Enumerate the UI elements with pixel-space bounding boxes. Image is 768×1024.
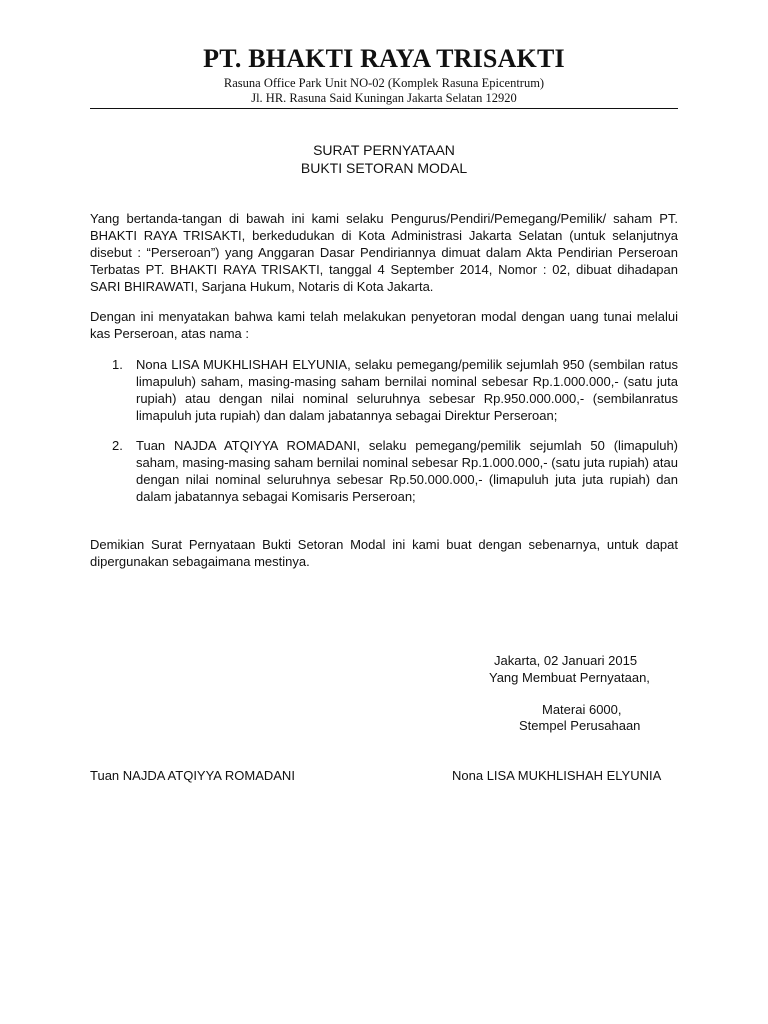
- company-stamp-label: Stempel Perusahaan: [519, 718, 641, 733]
- document-title: SURAT PERNYATAAN: [313, 142, 455, 158]
- list-item: Tuan NAJDA ATQIYYA ROMADANI, selaku pemegang/pemilik sejumlah 50 (limapuluh) saham, masing-masing saham bernilai nominal sebesar Rp.1.000.000,- (satu juta rupiah) atau dengan nilai nominal seluruhnya sebesar Rp.50.000.000,- (limapuluh juta juta rupiah) dan dalam jabatannya sebagai Komisaris Perseroan;: [136, 438, 678, 504]
- company-address-line2: Jl. HR. Rasuna Said Kuningan Jakarta Selatan 12920: [251, 91, 517, 105]
- company-address-line1: Rasuna Office Park Unit NO-02 (Komplek Rasuna Epicentrum): [223, 76, 545, 90]
- signer-left-name: Tuan NAJDA ATQIYYA ROMADANI: [90, 768, 295, 783]
- statement-paragraph: Dengan ini menyatakan bahwa kami telah melakukan penyetoran modal dengan uang tunai melalui kas Perseroan, atas nama :: [90, 309, 678, 341]
- intro-paragraph: Yang bertanda-tangan di bawah ini kami selaku Pengurus/Pendiri/Pemegang/Pemilik/ saham PT. BHAKTI RAYA TRISAKTI, berkedudukan di Kota Administrasi Jakarta Selatan (untuk selanjutnya disebut : “Perseroan”) yang Anggaran Dasar Pendiriannya dimuat dalam Akta Pendirian Perseroan Terbatas PT. BHAKTI RAYA TRISAKTI, tanggal 4 September 2014, Nomor : 02, dibuat dihadapan SARI BHIRAWATI, Sarjana Hukum, Notaris di Kota Jakarta.: [90, 211, 678, 294]
- list-item-number: 2.: [112, 438, 123, 453]
- signer-right-name: Nona LISA MUKHLISHAH ELYUNIA: [452, 768, 662, 783]
- header-divider: [90, 108, 678, 109]
- place-date: Jakarta, 02 Januari 2015: [494, 653, 638, 668]
- document-subtitle: BUKTI SETORAN MODAL: [300, 160, 468, 176]
- list-item: Nona LISA MUKHLISHAH ELYUNIA, selaku pemegang/pemilik sejumlah 950 (sembilan ratus limapuluh) saham, masing-masing saham bernilai nominal sebesar Rp.1.000.000,- (satu juta rupiah) atau dengan nilai nominal seluruhnya sebesar Rp.950.000.000,- (sembilanratus limapuluh juta rupiah) dan dalam jabatannya sebagai Direktur Perseroan;: [136, 357, 678, 423]
- maker-label: Yang Membuat Pernyataan,: [489, 670, 650, 685]
- list-item-number: 1.: [112, 357, 123, 372]
- stamp-duty-label: Materai 6000,: [542, 702, 622, 717]
- closing-paragraph: Demikian Surat Pernyataan Bukti Setoran Modal ini kami buat dengan sebenarnya, untuk dapat dipergunakan sebagaimana mestinya.: [90, 537, 678, 569]
- company-name: PT. BHAKTI RAYA TRISAKTI: [203, 44, 565, 73]
